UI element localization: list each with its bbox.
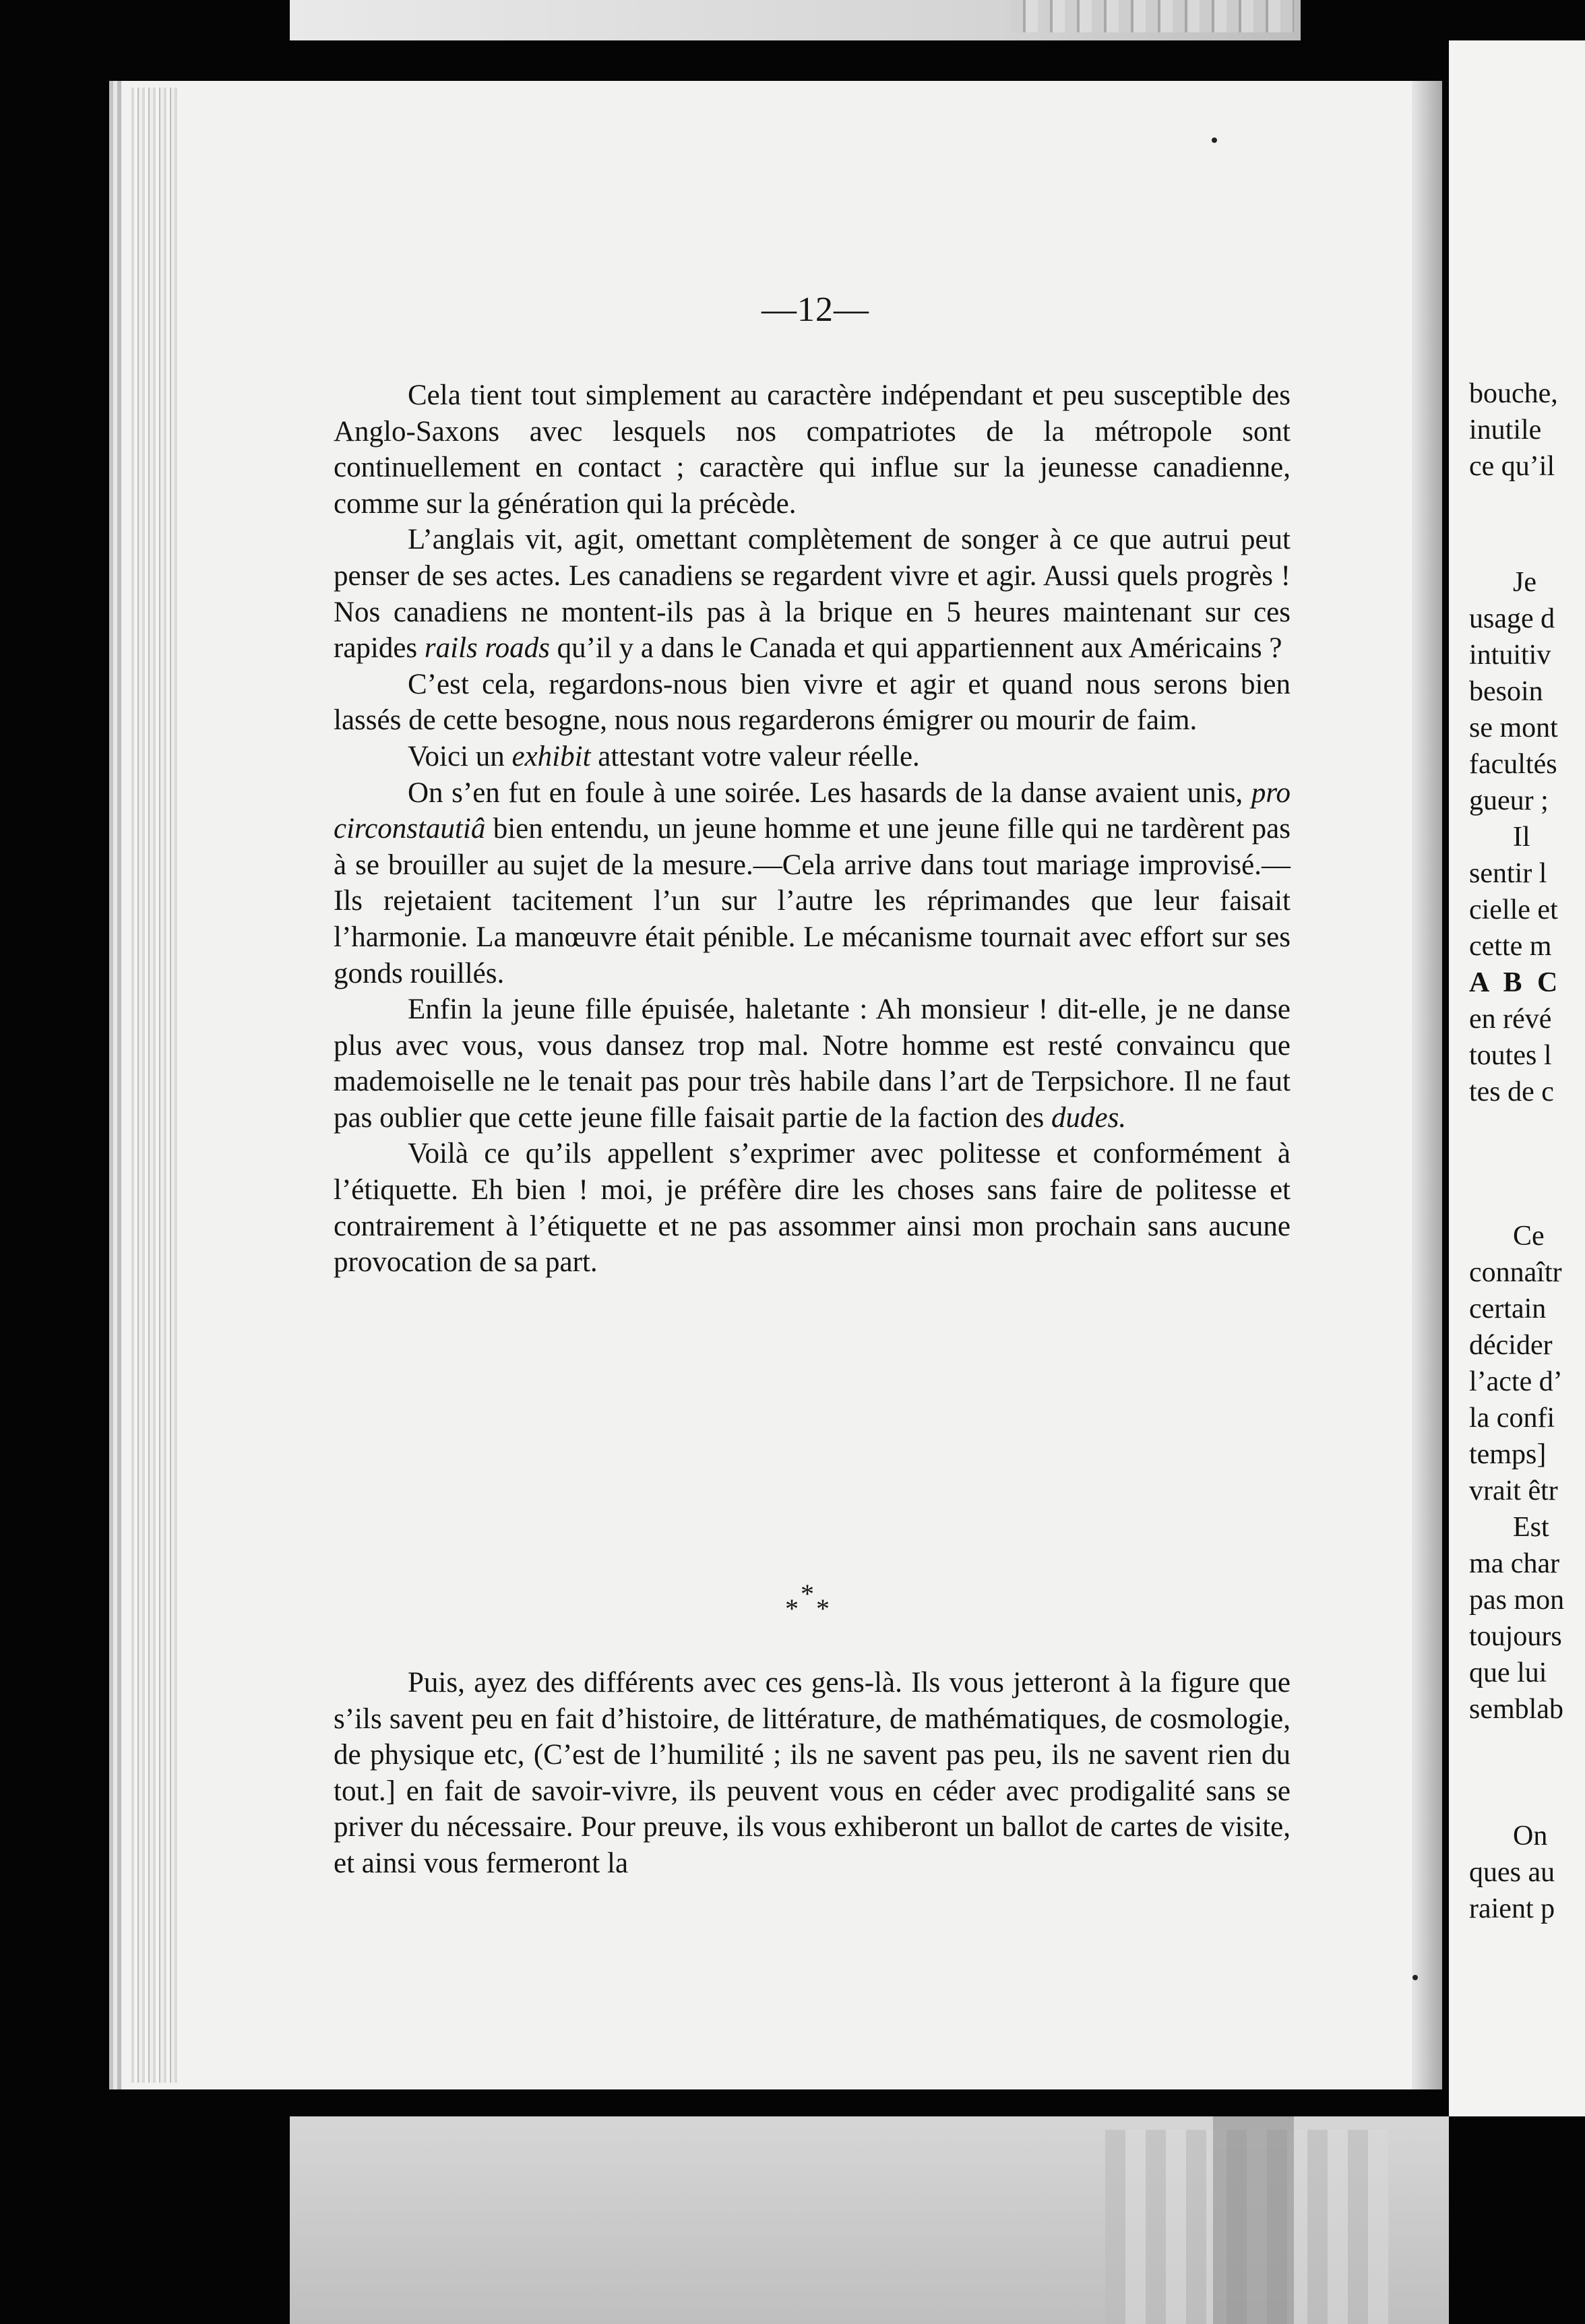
right-page-line: se mont <box>1469 712 1558 743</box>
right-page-line: la confi <box>1469 1403 1555 1434</box>
right-page-line: ques au <box>1469 1857 1555 1888</box>
right-page-line: vrait êtr <box>1469 1475 1558 1506</box>
body-paragraph <box>334 377 1291 522</box>
body-text-top <box>334 377 1291 1281</box>
right-page-line: ma char <box>1469 1548 1560 1579</box>
right-page-line: que lui <box>1469 1657 1547 1688</box>
right-page-line: Je <box>1513 567 1536 598</box>
gutter-shadow <box>1412 81 1442 2089</box>
right-page-line: Il <box>1513 822 1530 853</box>
right-page-line: décider <box>1469 1330 1553 1361</box>
right-page-line: raient p <box>1469 1893 1555 1924</box>
body-paragraph <box>334 991 1291 1136</box>
right-page-line: cette m <box>1469 931 1552 962</box>
body-paragraph <box>334 739 1291 775</box>
right-page-line: inutile <box>1469 415 1542 446</box>
text-run: qu’il y a dans le Canada et qui appartiennent aux Américains ? <box>549 632 1282 665</box>
right-page-line: Ce <box>1513 1221 1545 1252</box>
right-page-line: intuitiv <box>1469 640 1551 671</box>
asterism-star-right: * <box>816 1593 830 1624</box>
text-run: attestant votre valeur réelle. <box>590 740 920 772</box>
text-run: Voilà ce qu’ils appellent s’exprimer avec politesse et conformément à l’étiquette. Eh bien ! moi, je préfère dire les choses sans faire de politesse et contrairement à l’étiquette et ne pas assommer ainsi mon prochain sans aucune provocation de sa part. <box>334 1138 1291 1279</box>
body-text-bottom <box>334 1665 1291 1882</box>
right-page-line: facultés <box>1469 749 1557 780</box>
book-spine-shadow <box>1213 2116 1294 2324</box>
text-run: Enfin la jeune fille épuisée, haletante : Ah monsieur ! dit-elle, je ne danse plus avec vous, vous dansez trop mal. Notre homme est resté convaincu que mademoiselle ne le tenait pas pour très habile dans l’art de Terpsichore. Il ne faut pas oublier que cette jeune fille faisait partie de la faction des <box>334 993 1291 1134</box>
text-run: Cela tient tout simplement au caractère indépendant et peu susceptible des Anglo-Saxons avec lesquels nos compatriotes de la métropole sont continuellement en contact ; caractère qui influe sur la jeunesse canadienne, comme sur la génération qui la précède. <box>334 379 1291 520</box>
italic-text: dudes. <box>1051 1101 1127 1134</box>
right-page-line: pas mon <box>1469 1585 1565 1616</box>
body-paragraph <box>334 775 1291 992</box>
right-page-fragment <box>1449 40 1585 2116</box>
body-paragraph <box>334 667 1291 739</box>
text-run: Voici un <box>408 740 512 772</box>
asterism-star-top: * <box>801 1579 814 1609</box>
right-page-line: Est <box>1513 1512 1549 1543</box>
right-page-line: gueur ; <box>1469 785 1549 816</box>
right-page-line: sentir l <box>1469 858 1547 889</box>
text-run: Puis, ayez des différents avec ces gens-là. Ils vous jetteront à la figure que s’ils savent peu en fait d’histoire, de littérature, de mathématiques, de cosmologie, de physique etc, (C’est de l’humilité ; ils ne savent pas peu, ils ne savent rien du tout.] en fait de savoir-vivre, ils peuvent vous en céder avec prodigalité sans se priver du nécessaire. Pour preuve, ils vous exhiberont un ballot de cartes de visite, et ainsi vous fermeront la <box>334 1667 1291 1879</box>
italic-text: pro circonstautiâ <box>334 776 1291 845</box>
body-paragraph <box>334 1136 1291 1280</box>
text-run: C’est cela, regardons-nous bien vivre et agir et quand nous serons bien lassés de cette besogne, nous nous regarderons émigrer ou mourir de faim. <box>334 668 1291 737</box>
right-page-line: certain <box>1469 1293 1547 1324</box>
right-page-line: en révé <box>1469 1004 1552 1035</box>
right-page-line: cielle et <box>1469 894 1558 925</box>
right-page-line: tes de c <box>1469 1076 1554 1107</box>
right-page-line: usage d <box>1469 603 1555 634</box>
italic-text: exhibit <box>511 740 591 772</box>
italic-text: rails roads <box>424 632 550 665</box>
body-paragraph <box>334 1665 1291 1882</box>
right-page-line: besoin <box>1469 676 1543 707</box>
speck-mark <box>1212 137 1217 143</box>
right-page-line: ce qu’il <box>1469 451 1555 482</box>
speck-mark <box>1412 1975 1418 1980</box>
right-page-line: semblab <box>1469 1694 1563 1725</box>
page-stack-edges <box>131 88 179 2083</box>
right-page-line: On <box>1513 1821 1548 1852</box>
text-run: L’anglais vit, agit, omettant complètement de songer à ce que autrui peut penser de ses actes. Les canadiens se regardent vivre et agir. Aussi quels progrès ! Nos canadiens ne montent-ils pas à la brique en 5 heures maintenant sur ces rapides <box>334 524 1291 665</box>
section-asterism <box>772 1581 852 1634</box>
page-number: —12— <box>762 290 869 329</box>
text-run: bien entendu, un jeune homme et une jeune fille qui ne tardèrent pas à se brouiller au sujet de la mesure.—Cela arrive dans tout mariage improvisé.— Ils rejetaient tacitement l’un sur l’autre les réprimandes que leur faisait l’harmonie. La manœuvre était pénible. Le mécanisme tournait avec effort sur ses gonds rouillés. <box>334 813 1291 989</box>
right-page-line: toutes l <box>1469 1040 1552 1071</box>
asterism-star-left: * <box>785 1593 799 1624</box>
right-page-line: connaîtr <box>1469 1257 1562 1288</box>
right-page-line: temps] <box>1469 1439 1547 1470</box>
text-run: On s’en fut en foule à une soirée. Les hasards de la danse avaient unis, <box>408 776 1251 809</box>
scanner-tray-top-strip <box>1011 0 1294 32</box>
right-page-line: l’acte d’ <box>1469 1366 1563 1397</box>
right-page-line: A B C <box>1469 967 1562 998</box>
right-page-line: bouche, <box>1469 378 1558 409</box>
right-page-line: toujours <box>1469 1621 1562 1652</box>
body-paragraph <box>334 522 1291 666</box>
